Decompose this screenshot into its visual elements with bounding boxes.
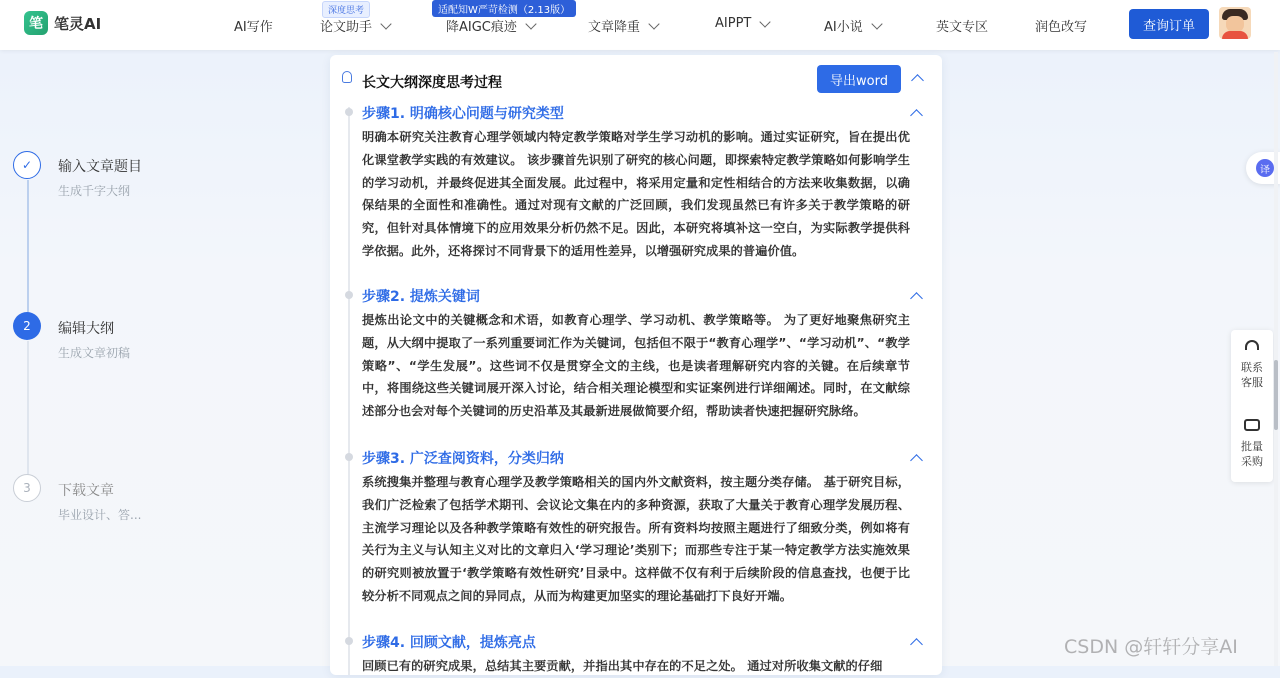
brand-name: 笔灵AI — [54, 14, 102, 33]
bulk-label: 批量采购 — [1241, 440, 1263, 468]
step-1-title: 输入文章题目 — [58, 159, 142, 175]
nav-ai-writing[interactable] — [234, 16, 273, 35]
step-heading: 步骤4. 回顾文献，提炼亮点 — [362, 635, 536, 651]
thinking-step-2 — [362, 286, 910, 423]
nav-label: 降AIGC痕迹 — [446, 20, 517, 35]
briefcase-icon — [1243, 419, 1261, 435]
nav-label: 润色改写 — [1035, 20, 1088, 35]
top-header — [0, 0, 1280, 50]
nav-english[interactable] — [936, 16, 988, 35]
nav-label: AIPPT — [715, 16, 752, 31]
nav-ai-novel[interactable] — [824, 16, 881, 35]
translate-icon: 译 — [1256, 159, 1274, 177]
contact-label: 联系客服 — [1241, 361, 1263, 389]
outline-thinking-panel — [330, 55, 942, 675]
collapse-step-3-icon[interactable] — [910, 454, 923, 467]
thinking-step-4 — [362, 632, 910, 678]
chevron-down-icon — [871, 18, 882, 29]
avatar[interactable] — [1219, 7, 1251, 39]
collapse-step-1-icon[interactable] — [910, 109, 923, 122]
adapt-badge: 适配知W严苛检测（2.13版） — [432, 0, 576, 17]
thinking-step-3 — [362, 448, 910, 608]
brand-logo[interactable] — [24, 10, 101, 36]
step-1-subtitle: 生成千字大纲 — [58, 184, 131, 198]
step-3-title: 下载文章 — [58, 483, 114, 499]
collapse-step-2-icon[interactable] — [910, 292, 923, 305]
nav-polish[interactable] — [1035, 16, 1087, 35]
chevron-down-icon — [760, 16, 771, 27]
nav-paper-assistant[interactable] — [320, 16, 390, 35]
step-connector — [27, 180, 29, 318]
bulk-purchase-button[interactable] — [1231, 416, 1273, 469]
scrollbar-thumb[interactable] — [1274, 360, 1278, 430]
timeline-dot — [345, 637, 353, 645]
step-body: 提炼出论文中的关键概念和术语，如教育心理学、学习动机、教学策略等。 为了更好地聚焦研究主题，从大纲中提取了一系列重要词汇作为关键词，包括但不限于“教育心理学”、“学习动机”、“教学策略”、“学生发展”。这些词不仅是贯穿全文的主线，也是读者理解研究内容的关键。在后续章节中，将围绕这些关键词展开深入讨论，结合相关理论模型和实证案例进行详细阐述。同时，在文献综述部分也会对每个关键词的历史沿革及其最新进展做简要介绍，帮助读者快速把握研究脉络。 — [362, 313, 910, 419]
step-body: 明确本研究关注教育心理学领域内特定教学策略对学生学习动机的影响。通过实证研究，旨在提出优化课堂教学实践的有效建议。 该步骤首先识别了研究的核心问题，即探索特定教学策略如何影响学生的学习动机，并最终促进其全面发展。此过程中，将采用定量和定性相结合的方法来收集数据，以确保结果的全面性和准确性。通过对现有文献的广泛回顾，我们发现虽然已有许多关于教学策略的研究，但针对具体情境下的应用效果分析仍然不足。因此，本研究将填补这一空白，为实际教学提供科学依据。此外，还将探讨不同背景下的适用性差异，以增强研究成果的普遍价值。 — [362, 130, 910, 258]
export-word-button[interactable]: 导出word — [817, 65, 901, 93]
contact-support-button[interactable] — [1231, 340, 1273, 390]
nav-aippt[interactable] — [715, 16, 769, 31]
timeline-dot — [345, 108, 353, 116]
step-2-subtitle: 生成文章初稿 — [58, 346, 131, 360]
deep-think-badge: 深度思考 — [322, 1, 370, 18]
nav-label: 英文专区 — [936, 20, 989, 35]
panel-title: 长文大纲深度思考过程 — [362, 75, 502, 91]
step-heading: 步骤2. 提炼关键词 — [362, 289, 480, 305]
logo-icon: 笔 — [24, 11, 48, 35]
timeline-dot — [345, 453, 353, 461]
headset-icon — [1243, 340, 1261, 356]
step-heading: 步骤1. 明确核心问题与研究类型 — [362, 106, 564, 122]
nav-reduce-aigc[interactable] — [446, 16, 535, 35]
step-3-number: 3 — [13, 474, 41, 502]
step-3-subtitle: 毕业设计、答... — [58, 508, 142, 522]
chevron-down-icon — [525, 18, 536, 29]
watermark: CSDN @轩轩分享AI — [1064, 636, 1238, 658]
steps-timeline — [348, 107, 350, 675]
collapse-panel-icon[interactable] — [911, 74, 924, 87]
nav-dedupe[interactable] — [588, 16, 658, 35]
step-heading: 步骤3. 广泛查阅资料，分类归纳 — [362, 451, 564, 467]
step-2-title: 编辑大纲 — [58, 321, 114, 337]
query-order-button[interactable]: 查询订单 — [1129, 9, 1209, 39]
step-body: 系统搜集并整理与教育心理学及教学策略相关的国内外文献资料，按主题分类存储。 基于研究目标，我们广泛检索了包括学术期刊、会议论文集在内的多种资源，获取了大量关于教育心理学发展历程、主流学习理论以及各种教学策略有效性的研究报告。所有资料均按照主题进行了细致分类，例如将有关行为主义与认知主义对比的文章归入‘学习理论’类别下；而那些专注于某一特定教学方法实施效果的研究则被放置于‘教学策略有效性研究’目录中。这样做不仅有利于后续阶段的信息查找，也便于比较分析不同观点之间的异同点，从而为构建更加坚实的理论基础打下良好开端。 — [362, 475, 910, 603]
chevron-down-icon — [648, 18, 659, 29]
nav-label: 论文助手 — [320, 20, 373, 35]
panel-header — [330, 55, 942, 103]
step-connector — [27, 341, 29, 475]
thinking-step-1 — [362, 103, 910, 263]
timeline-dot — [345, 291, 353, 299]
step-2-number: 2 — [13, 312, 41, 340]
chevron-down-icon — [380, 18, 391, 29]
lightbulb-icon — [342, 71, 352, 83]
collapse-step-4-icon[interactable] — [910, 638, 923, 651]
nav-label: 文章降重 — [588, 20, 641, 35]
nav-label: AI写作 — [234, 20, 273, 35]
step-1-check-icon: ✓ — [13, 151, 41, 179]
side-toolbar — [1231, 330, 1273, 482]
nav-label: AI小说 — [824, 20, 863, 35]
step-body: 回顾已有的研究成果，总结其主要贡献，并指出其中存在的不足之处。 通过对所收集文献的仔细 — [362, 659, 883, 673]
page-scrollbar[interactable] — [1274, 52, 1278, 666]
